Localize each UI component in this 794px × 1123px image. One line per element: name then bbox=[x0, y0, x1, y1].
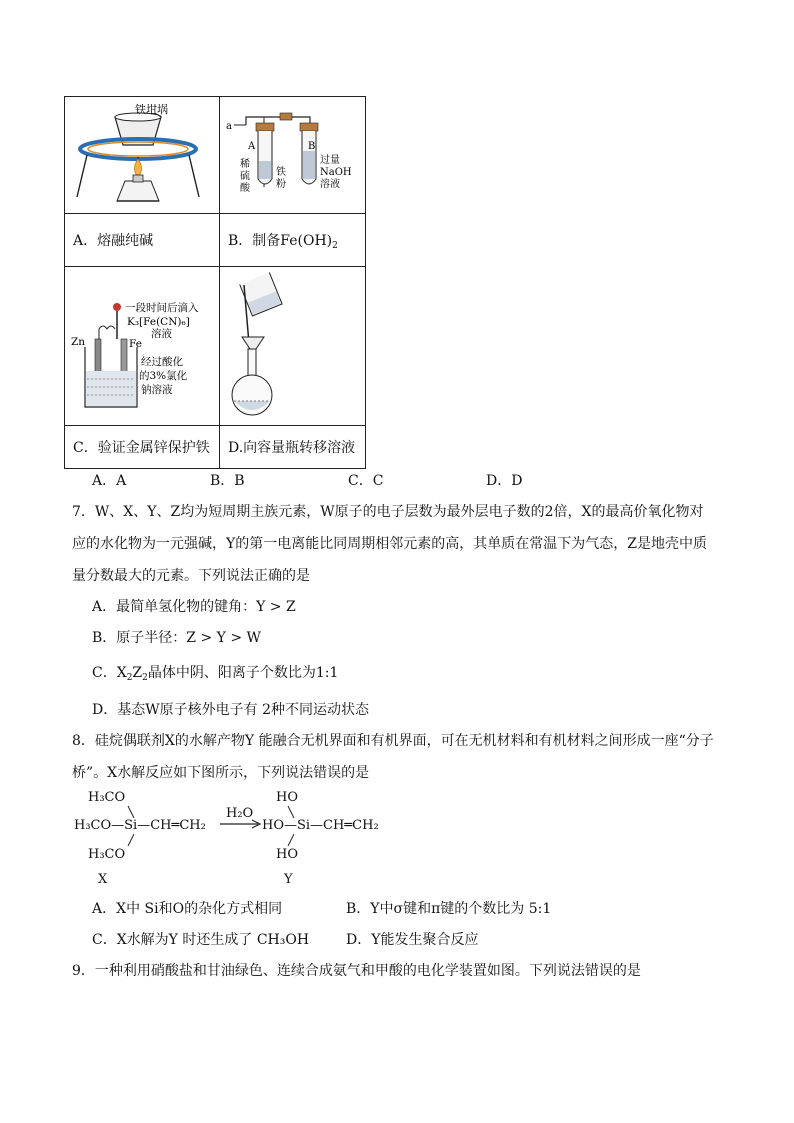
figure-b-cell bbox=[220, 97, 366, 214]
label-naoh: NaOH bbox=[320, 167, 352, 178]
y-bottom-group: HO bbox=[276, 847, 298, 862]
q7-stem-line-2: 应的水化物为一元强碱，Y的第一电离能比同周期相邻元素的高，其单质在常温下为气态，Z是地壳中质 bbox=[72, 536, 707, 552]
reaction-arrow-reagent: H₂O bbox=[226, 806, 254, 821]
label-excess: 过量 bbox=[320, 155, 340, 166]
q7-option-a: A．最简单氢化物的键角：Y > Z bbox=[92, 599, 296, 615]
q8-option-c: C．X水解为Y 时还生成了 CH₃OH bbox=[92, 932, 310, 948]
q7-option-b: B．原子半径：Z > Y > W bbox=[92, 630, 261, 646]
q6-answer-a: A．A bbox=[92, 473, 127, 489]
figure-d-volumetric-flask bbox=[220, 267, 365, 421]
label-acidified: 经过酸化 bbox=[141, 356, 183, 368]
x-main-chain: H₃CO—Si—CH═CH₂ bbox=[74, 818, 206, 833]
x-bonds bbox=[100, 800, 140, 860]
q9-stem: 9．一种利用硝酸盐和甘油绿色、连续合成氨气和甲酸的电化学装置如图。下列说法错误的是 bbox=[72, 963, 641, 979]
label-iron-powder-1: 铁 bbox=[276, 167, 286, 178]
label-solution: 溶液 bbox=[320, 179, 340, 190]
q8-option-b: B．Y中σ键和π键的个数比为 5:1 bbox=[346, 901, 552, 917]
figure-d-cell bbox=[220, 267, 366, 426]
label-A: A bbox=[248, 141, 256, 152]
x-bottom-group: H₃CO bbox=[88, 847, 126, 862]
label-fe: Fe bbox=[129, 338, 142, 350]
figure-c-cell bbox=[65, 267, 220, 426]
q6-answer-c: C．C bbox=[348, 473, 384, 489]
q8-stem-line-2: 桥”。X水解反应如下图所示，下列说法错误的是 bbox=[72, 765, 370, 781]
q6-option-table bbox=[64, 96, 366, 469]
label-dilute-sulfuric-2: 硫 bbox=[240, 171, 250, 182]
label-a: a bbox=[226, 121, 232, 132]
option-b-caption: B．制备$Fe(OH)_2$ bbox=[228, 232, 338, 251]
q8-option-d: D．Y能发生聚合反应 bbox=[346, 932, 479, 948]
caption-d-cell bbox=[220, 426, 366, 469]
q8-stem-line-1: 8．硅烷偶联剂X的水解产物Y 能融合无机界面和有机界面，可在无机材料和有机材料之间形成一座“分子 bbox=[72, 733, 714, 749]
caption-b-cell bbox=[220, 214, 366, 267]
option-d-caption: D.向容量瓶转移溶液 bbox=[228, 440, 356, 456]
label-k3fecn6-solution: 溶液 bbox=[151, 328, 172, 340]
label-sodium-solution: 钠溶液 bbox=[141, 384, 173, 396]
figure-a-crucible-heating bbox=[65, 97, 219, 209]
label-dilute-sulfuric-3: 酸 bbox=[240, 183, 250, 194]
label-3pct-nacl: 的3%氯化 bbox=[139, 370, 188, 382]
q6-answer-b: B．B bbox=[210, 473, 245, 489]
y-label: Y bbox=[284, 872, 293, 887]
label-drop-after-time: 一段时间后滴入 bbox=[125, 302, 199, 314]
label-dilute-sulfuric-1: 稀 bbox=[240, 159, 250, 170]
label-zn: Zn bbox=[71, 336, 86, 348]
q7-option-d: D．基态W原子核外电子有 2种不同运动状态 bbox=[92, 702, 369, 718]
q7-stem-line-3: 量分数最大的元素。下列说法正确的是 bbox=[72, 568, 310, 584]
option-c-caption: C．验证金属锌保护铁 bbox=[73, 440, 210, 456]
y-main-chain: HO—Si—CH═CH₂ bbox=[262, 818, 379, 833]
label-k3fecn6: K₃[Fe(CN)₆] bbox=[127, 316, 190, 328]
x-label: X bbox=[98, 872, 108, 887]
caption-a-cell bbox=[65, 214, 220, 267]
y-top-group: HO bbox=[276, 790, 298, 805]
reaction-arrow-icon bbox=[218, 818, 264, 830]
caption-c-cell bbox=[65, 426, 220, 469]
q7-option-c: C．$X_2Z_2$晶体中阴、阳离子个数比为1:1 bbox=[92, 665, 339, 683]
figure-a-cell bbox=[65, 97, 220, 214]
x-top-group: H₃CO bbox=[88, 790, 126, 805]
y-bonds bbox=[280, 800, 310, 860]
q7-stem-line-1: 7．W、X、Y、Z均为短周期主族元素，W原子的电子层数为最外层电子数的2倍，X的最高价氧化物对 bbox=[72, 504, 704, 520]
figure-b-feoh2-apparatus bbox=[220, 97, 365, 209]
q6-answer-d: D．D bbox=[486, 473, 523, 489]
q8-option-a: A．X中 Si和O的杂化方式相同 bbox=[92, 901, 283, 917]
figure-c-zinc-protection-cell bbox=[65, 267, 219, 421]
label-B: B bbox=[308, 141, 316, 152]
label-iron-powder-2: 粉 bbox=[276, 179, 286, 190]
label-iron-crucible: 铁坩埚 bbox=[135, 103, 168, 116]
option-a-caption: A．熔融纯碱 bbox=[73, 233, 154, 249]
